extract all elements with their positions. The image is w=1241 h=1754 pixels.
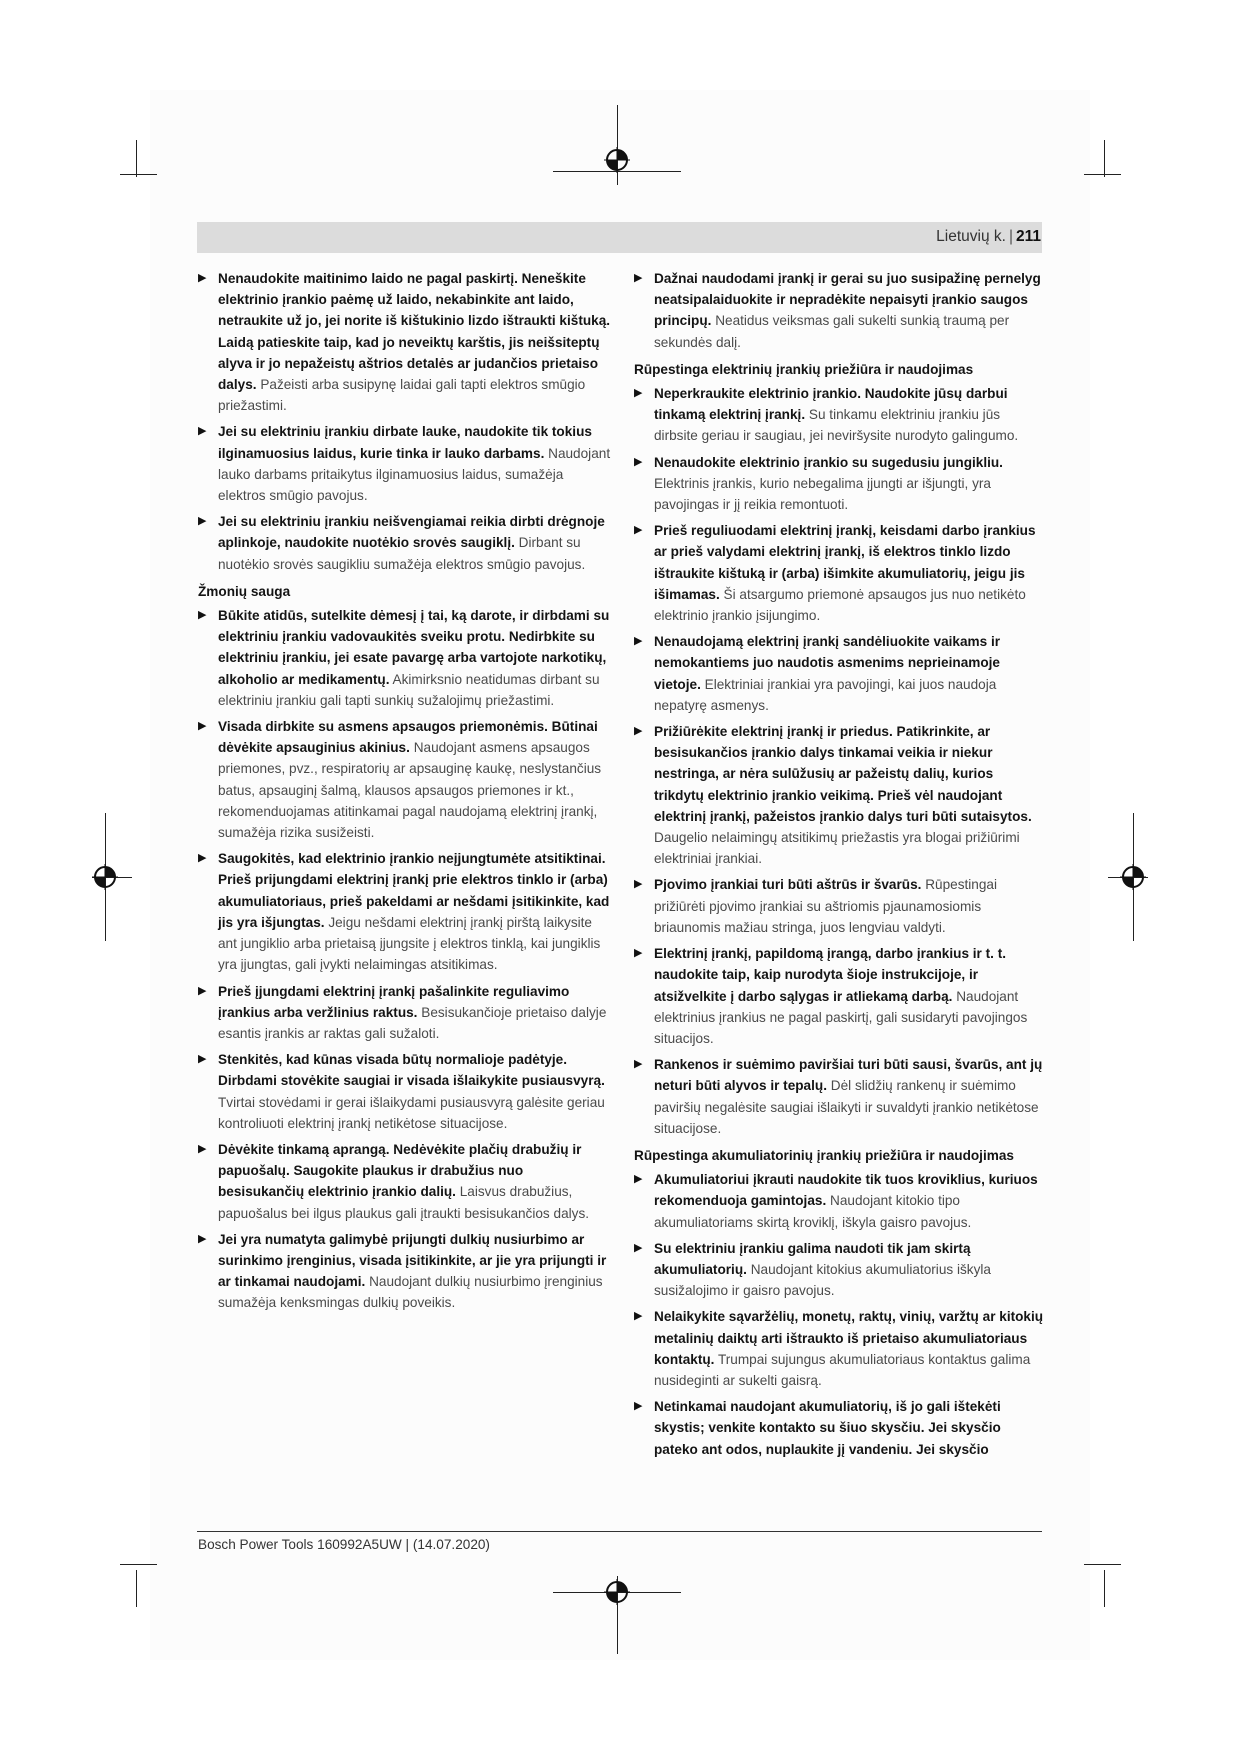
safety-instruction-item [634,1054,1044,1139]
instruction-explanation-text: Akimirksnio neatidumas dirbant su elektriniu įrankiu gali tapti sunkių sužalojimų priežastimi. [218,671,600,708]
instruction-bold-text: Netinkamai naudojant akumuliatorių, iš jo gali ištekėti skystis; venkite kontakto su šiuo skysčiu. Jei skysčio pateko ant odos, nuplaukite jį vandeniu. Jei skysčio [654,1399,1001,1457]
footer-separator: | [401,1537,413,1552]
crop-mark [136,140,137,177]
instruction-bold-text: Visada dirbkite su asmens apsaugos priemonėmis. Būtinai dėvėkite apsauginius akinius. [218,719,598,756]
safety-instruction-item [198,1139,613,1224]
instruction-explanation-text: Naudojant kitokio tipo akumuliatoriams skirtą kroviklį, iškyla gaisro pavojus. [654,1193,972,1230]
safety-instruction-item [198,1049,613,1134]
safety-instruction-item [634,268,1044,353]
instruction-bold-text: Prieš reguliuodami elektrinį įrankį, keisdami darbo įrankius ar prieš valydami elektrinį įrankį, iš elektros tinklo lizdo ištraukite kištuką ir (arba) išimkite akumuliatorių, jeigu jis išimamas. [654,523,1036,602]
bullet-arrow-icon: ▶ [634,725,643,738]
safety-instruction-item [198,511,613,575]
bullet-arrow-icon: ▶ [634,878,643,891]
instruction-explanation-text: Naudojant elektrinius įrankius ne pagal paskirtį, gali susidaryti pavojingos situacijos. [654,988,1028,1046]
header-language: Lietuvių k. [936,228,1006,245]
instruction-explanation-text: Naudojant asmens apsaugos priemones, pvz., respiratorių ar apsauginę kaukę, neslystančius batus, apsauginį šalmą, klausos apsaugos priemones ir kt., rekomenduojamas atitinkamai pagal naudojamą elektrinį įrankį, sumažėja rizika susižeisti. [218,740,602,841]
instruction-bold-text: Saugokitės, kad elektrinio įrankio neįjungtumėte atsitiktinai. Prieš prijungdami elektrinį įrankį prie elektros tinklo ir (arba) akumuliatoriaus, prieš pakeldami ar nešdami įsitikinkite, kad jis yra išjungtas. [218,851,610,930]
instruction-bold-text: Dėvėkite tinkamą aprangą. Nedėvėkite plačių drabužių ir papuošalų. Saugokite plaukus ir drabužius nuo besisukančių elektrinio įrankio dalių. [218,1141,582,1200]
bullet-arrow-icon: ▶ [634,387,643,400]
crop-mark [120,174,157,175]
header-band [197,222,1042,253]
bullet-arrow-icon: ▶ [198,720,207,733]
crop-mark [1104,1570,1105,1607]
section-heading: Žmonių sauga [198,583,291,599]
instruction-explanation-text: Pažeisti arba susipynę laidai gali tapti elektros smūgio priežastimi. [218,377,586,414]
page-number: 211 [1015,228,1041,245]
safety-instruction-item [198,605,613,711]
bullet-arrow-icon: ▶ [634,635,643,648]
instruction-bold-text: Jei su elektriniu įrankiu dirbate lauke, naudokite tik tokius ilginamuosius laidus, kurie tinka ir lauko darbams. [218,424,592,461]
instruction-explanation-text: Laisvus drabužius, papuošalus bei ilgus plaukus gali įtraukti besisukančios dalys. [218,1184,590,1221]
instruction-bold-text: Nenaudokite maitinimo laido ne pagal paskirtį. Neneškite elektrinio įrankio paėmę už laido, nekabinkite ant laido, netraukite už jo, jei norite iš kištukinio lizdo ištraukti kištuką. Laidą patieskite taip, kad jo neveiktų karštis, jis neišsiteptų alyva ir jo nepažeistų aštrios detalės ar judančios prietaiso dalys. [218,271,611,393]
instruction-bold-text: Akumuliatoriui įkrauti naudokite tik tuos kroviklius, kuriuos rekomenduoja gamintojas. [654,1172,1038,1209]
bullet-arrow-icon: ▶ [634,455,643,468]
safety-instruction-item [198,1229,613,1314]
safety-instruction-item [634,874,1044,938]
bullet-arrow-icon: ▶ [634,1241,643,1254]
bullet-arrow-icon: ▶ [634,947,643,960]
safety-instruction-item [634,631,1044,716]
instruction-bold-text: Būkite atidūs, sutelkite dėmesį į tai, ką darote, ir dirbdami su elektriniu įrankiu vadovaukitės sveiku protu. Nedirbkite su elektriniu įrankiu, jei esate pavargę arba vartojote narkotikų, alkoholio ar medikamentų. [218,608,610,687]
safety-instruction-item [198,848,613,975]
bullet-arrow-icon: ▶ [198,1053,207,1066]
registration-line [617,105,618,185]
footer-rule [197,1531,1042,1532]
instruction-bold-text: Rankenos ir suėmimo paviršiai turi būti sausi, švarūs, ant jų neturi būti alyvos ir tepalų. [654,1057,1043,1094]
bullet-arrow-icon: ▶ [634,524,643,537]
bullet-arrow-icon: ▶ [634,1400,643,1413]
registration-target-icon [1120,864,1146,890]
safety-instruction-item [198,268,613,416]
instruction-bold-text: Prieš įjungdami elektrinį įrankį pašalinkite reguliavimo įrankius arba veržlinius raktus. [218,983,570,1020]
safety-instruction-item [198,981,613,1045]
instruction-bold-text: Neperkraukite elektrinio įrankio. Naudokite jūsų darbui tinkamą elektrinį įrankį. [654,386,1008,423]
registration-target-icon [92,864,118,890]
instruction-explanation-text: Elektrinis įrankis, kurio nebegalima įjungti ar išjungti, yra pavojingas ir jį reikia remontuoti. [654,475,991,513]
instruction-explanation-text: Dirbant su nuotėkio srovės saugikliu sumažėja elektros smūgio pavojus. [218,535,586,572]
safety-instruction-item [634,520,1044,626]
safety-instruction-item [634,1238,1044,1302]
instruction-explanation-text: Tvirtai stovėdami ir gerai išlaikydami pusiausvyrą galėsite geriau kontroliuoti elektrinį įrankį netikėtose situacijose. [218,1094,605,1131]
instruction-bold-text: Prižiūrėkite elektrinį įrankį ir priedus. Patikrinkite, ar besisukančios įrankio dalys tinkamai veikia ir niekur nestringa, ar nėra sulūžusių ar pažeistų dalių, kurios trikdytų elektrinio įrankio veikimą. Prieš vėl naudojant elektrinį įrankį, pažeistos įrankio dalys turi būti sutaisytos. [654,724,1032,824]
safety-instruction-item [634,383,1044,447]
bullet-arrow-icon: ▶ [198,425,207,438]
instruction-explanation-text: Naudojant lauko darbams pritaikytus ilginamuosius laidus, sumažėja elektros smūgio pavojus. [218,445,611,504]
instruction-explanation-text: Su tinkamu elektriniu įrankiu jūs dirbsite geriau ir saugiau, jei neviršysite nurodyto galingumo. [654,407,1019,444]
registration-target-icon [604,1579,630,1605]
instruction-explanation-text: Elektriniai įrankiai yra pavojingi, kai juos naudoja nepatyrę asmenys. [654,676,997,713]
safety-instruction-item [634,452,1044,516]
instruction-bold-text: Nenaudojamą elektrinį įrankį sandėliuokite vaikams ir nemokantiems juo naudotis asmenims neprieinamoje vietoje. [654,634,1001,692]
instruction-bold-text: Su elektriniu įrankiu galima naudoti tik jam skirtą akumuliatorių. [654,1240,971,1277]
instruction-bold-text: Elektrinį įrankį, papildomą įrangą, darbo įrankius ir t. t. naudokite taip, kaip nurodyta šioje instrukcijoje, ir atsižvelkite į darbo sąlygas ir atliekamą darbą. [654,946,1007,1004]
instruction-explanation-text: Rūpestingai prižiūrėti pjovimo įrankiai su aštriomis pjaunamosiomis briaunomis mažiau stringa, juos lengviau valdyti. [654,877,998,935]
safety-instruction-item [198,421,613,506]
bullet-arrow-icon: ▶ [634,1310,643,1323]
crop-mark [1084,174,1121,175]
instruction-explanation-text: Trumpai sujungus akumuliatoriaus kontaktus galima nusideginti ar sukelti gaisrą. [654,1351,1031,1388]
instruction-bold-text: Jei su elektriniu įrankiu neišvengiamai reikia dirbti drėgnoje aplinkoje, naudokite nuotėkio srovės saugiklį. [218,514,605,551]
instruction-explanation-text: Ši atsargumo priemonė apsaugos jus nuo netikėto elektrinio įrankio įsijungimo. [654,586,1026,624]
instruction-explanation-text: Daugelio nelaimingų atsitikimų priežastis yra blogai prižiūrimi elektriniai įrankiai. [654,830,1020,867]
registration-target-icon [604,147,630,173]
bullet-arrow-icon: ▶ [198,609,207,622]
bullet-arrow-icon: ▶ [198,984,207,997]
bullet-arrow-icon: ▶ [198,272,207,284]
safety-instruction-item [198,716,613,843]
section-heading: Rūpestinga akumuliatorinių įrankių priežiūra ir naudojimas [634,1147,1014,1163]
page-footer [198,1537,490,1552]
instruction-bold-text: Stenkitės, kad kūnas visada būtų normalioje padėtyje. Dirbdami stovėkite saugiai ir visada išlaikykite pusiausvyrą. [218,1052,605,1089]
safety-instruction-item [634,1396,1044,1460]
instruction-bold-text: Dažnai naudodami įrankį ir gerai su juo susipažinę pernelyg neatsipalaiduokite ir nepradėkite nepaisyti įrankio saugos principų. [654,271,1041,329]
crop-mark [1084,1564,1121,1565]
safety-instruction-item [634,943,1044,1049]
footer-publisher: Bosch Power Tools 160992A5UW [198,1537,402,1552]
left-column [198,268,613,1319]
safety-instruction-item [634,1306,1044,1391]
instruction-bold-text: Nenaudokite elektrinio įrankio su sugedusiu jungikliu. [654,454,1003,470]
footer-date: (14.07.2020) [412,1537,490,1552]
crop-mark [136,1570,137,1607]
instruction-explanation-text: Naudojant dulkių nusiurbimo įrenginius sumažėja kenksmingas dulkių poveikis. [218,1274,603,1311]
instruction-explanation-text: Naudojant kitokius akumuliatorius iškyla susižalojimo ir gaisro pavojus. [654,1261,991,1299]
bullet-arrow-icon: ▶ [634,272,643,284]
bullet-arrow-icon: ▶ [198,515,207,528]
right-column [634,268,1044,1465]
bullet-arrow-icon: ▶ [634,1058,643,1071]
instruction-explanation-text: Dėl slidžių rankenų ir suėmimo paviršių negalėsite saugiai išlaikyti ir suvaldyti įrankio netikėtose situacijose. [654,1078,1039,1136]
bullet-arrow-icon: ▶ [198,1142,207,1155]
page-header [936,228,1041,246]
crop-mark [120,1564,157,1565]
header-separator: | [1008,228,1013,245]
instruction-explanation-text: Jeigu nešdami elektrinį įrankį pirštą laikysite ant jungiklio arba prietaisą įjungsite į elektros tinklą, kai jungiklis yra įjungtas, gali įvykti nelaimingas atsitikimas. [218,914,601,973]
instruction-explanation-text: Besisukančioje prietaiso dalyje esantis įrankis ar raktas gali sužaloti. [218,1004,607,1041]
instruction-bold-text: Pjovimo įrankiai turi būti aštrūs ir švarūs. [654,877,922,893]
bullet-arrow-icon: ▶ [198,1232,207,1245]
safety-instruction-item [634,1169,1044,1233]
instruction-bold-text: Nelaikykite sąvaržėlių, monetų, raktų, vinių, varžtų ar kitokių metalinių daiktų arti ištraukto iš prietaiso akumuliatoriaus kontaktų. [654,1309,1044,1367]
crop-mark [1104,140,1105,177]
bullet-arrow-icon: ▶ [198,852,207,865]
section-heading: Rūpestinga elektrinių įrankių priežiūra ir naudojimas [634,361,974,377]
instruction-explanation-text: Neatidus veiksmas gali sukelti sunkią traumą per sekundės dalį. [654,313,1010,350]
bullet-arrow-icon: ▶ [634,1173,643,1186]
instruction-bold-text: Jei yra numatyta galimybė prijungti dulkių nusiurbimo ar surinkimo įrenginius, visada įsitikinkite, ar jie yra prijungti ir ar tinkamai naudojami. [218,1231,607,1290]
safety-instruction-item [634,721,1044,869]
